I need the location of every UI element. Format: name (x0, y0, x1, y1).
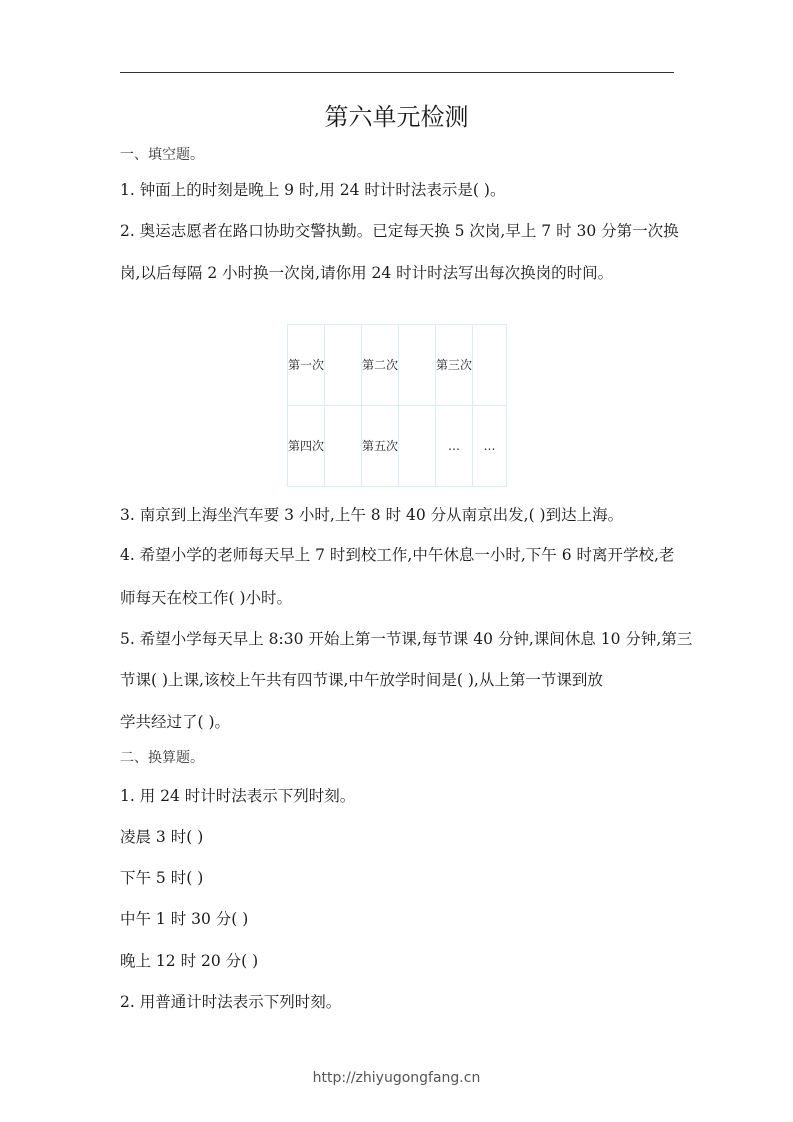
page-title: 第六单元检测 (324, 103, 469, 131)
table-cell-answer[interactable] (399, 406, 436, 487)
shift-time-table (287, 324, 507, 487)
table-cell-label: 第四次 (288, 406, 325, 487)
table-cell-answer[interactable] (325, 325, 362, 406)
question-4-line-2: 师每天在校工作( )小时。 (120, 589, 293, 607)
question-5-line-2: 节课( )上课,该校上午共有四节课,中午放学时间是( ),从上第一节课到放 (120, 671, 603, 689)
section-heading-fill-blanks: 一、填空题。 (120, 147, 204, 163)
question-5-line-1: 5. 希望小学每天早上 8:30 开始上第一节课,每节课 40 分钟,课间休息 10 分钟,第三 (120, 630, 693, 648)
conversion-item-early-morning: 凌晨 3 时( ) (120, 828, 204, 846)
table-cell-label: 第三次 (436, 325, 473, 406)
question-2-line-1: 2. 奥运志愿者在路口协助交警执勤。已定每天换 5 次岗,早上 7 时 30 分第一次换 (120, 222, 679, 240)
conversion-item-noon: 中午 1 时 30 分( ) (120, 910, 249, 928)
question-1: 1. 钟面上的时刻是晚上 9 时,用 24 时计时法表示是( )。 (120, 181, 506, 199)
table-cell-answer[interactable] (473, 325, 507, 406)
question-5-line-3: 学共经过了( )。 (120, 713, 231, 731)
table-cell-answer[interactable] (399, 325, 436, 406)
table-cell-label: 第二次 (362, 325, 399, 406)
question-4-line-1: 4. 希望小学的老师每天早上 7 时到校工作,中午休息一小时,下午 6 时离开学校,老 (120, 546, 675, 564)
section-heading-conversion: 二、换算题。 (120, 750, 204, 766)
header-rule (120, 72, 674, 73)
table-cell-label: 第一次 (288, 325, 325, 406)
conversion-question-1: 1. 用 24 时计时法表示下列时刻。 (120, 787, 356, 805)
conversion-question-2: 2. 用普通计时法表示下列时刻。 (120, 993, 342, 1011)
table-cell-ellipsis: … (436, 406, 473, 487)
table-cell-ellipsis: … (473, 406, 507, 487)
table-cell-answer[interactable] (325, 406, 362, 487)
footer-url: http://zhiyugongfang.cn (312, 1070, 481, 1086)
question-3: 3. 南京到上海坐汽车要 3 小时,上午 8 时 40 分从南京出发,( )到达上海。 (120, 506, 624, 524)
conversion-item-night: 晚上 12 时 20 分( ) (120, 952, 259, 970)
question-2-line-2: 岗,以后每隔 2 小时换一次岗,请你用 24 时计时法写出每次换岗的时间。 (120, 264, 614, 282)
conversion-item-afternoon: 下午 5 时( ) (120, 869, 204, 887)
table-cell-label: 第五次 (362, 406, 399, 487)
